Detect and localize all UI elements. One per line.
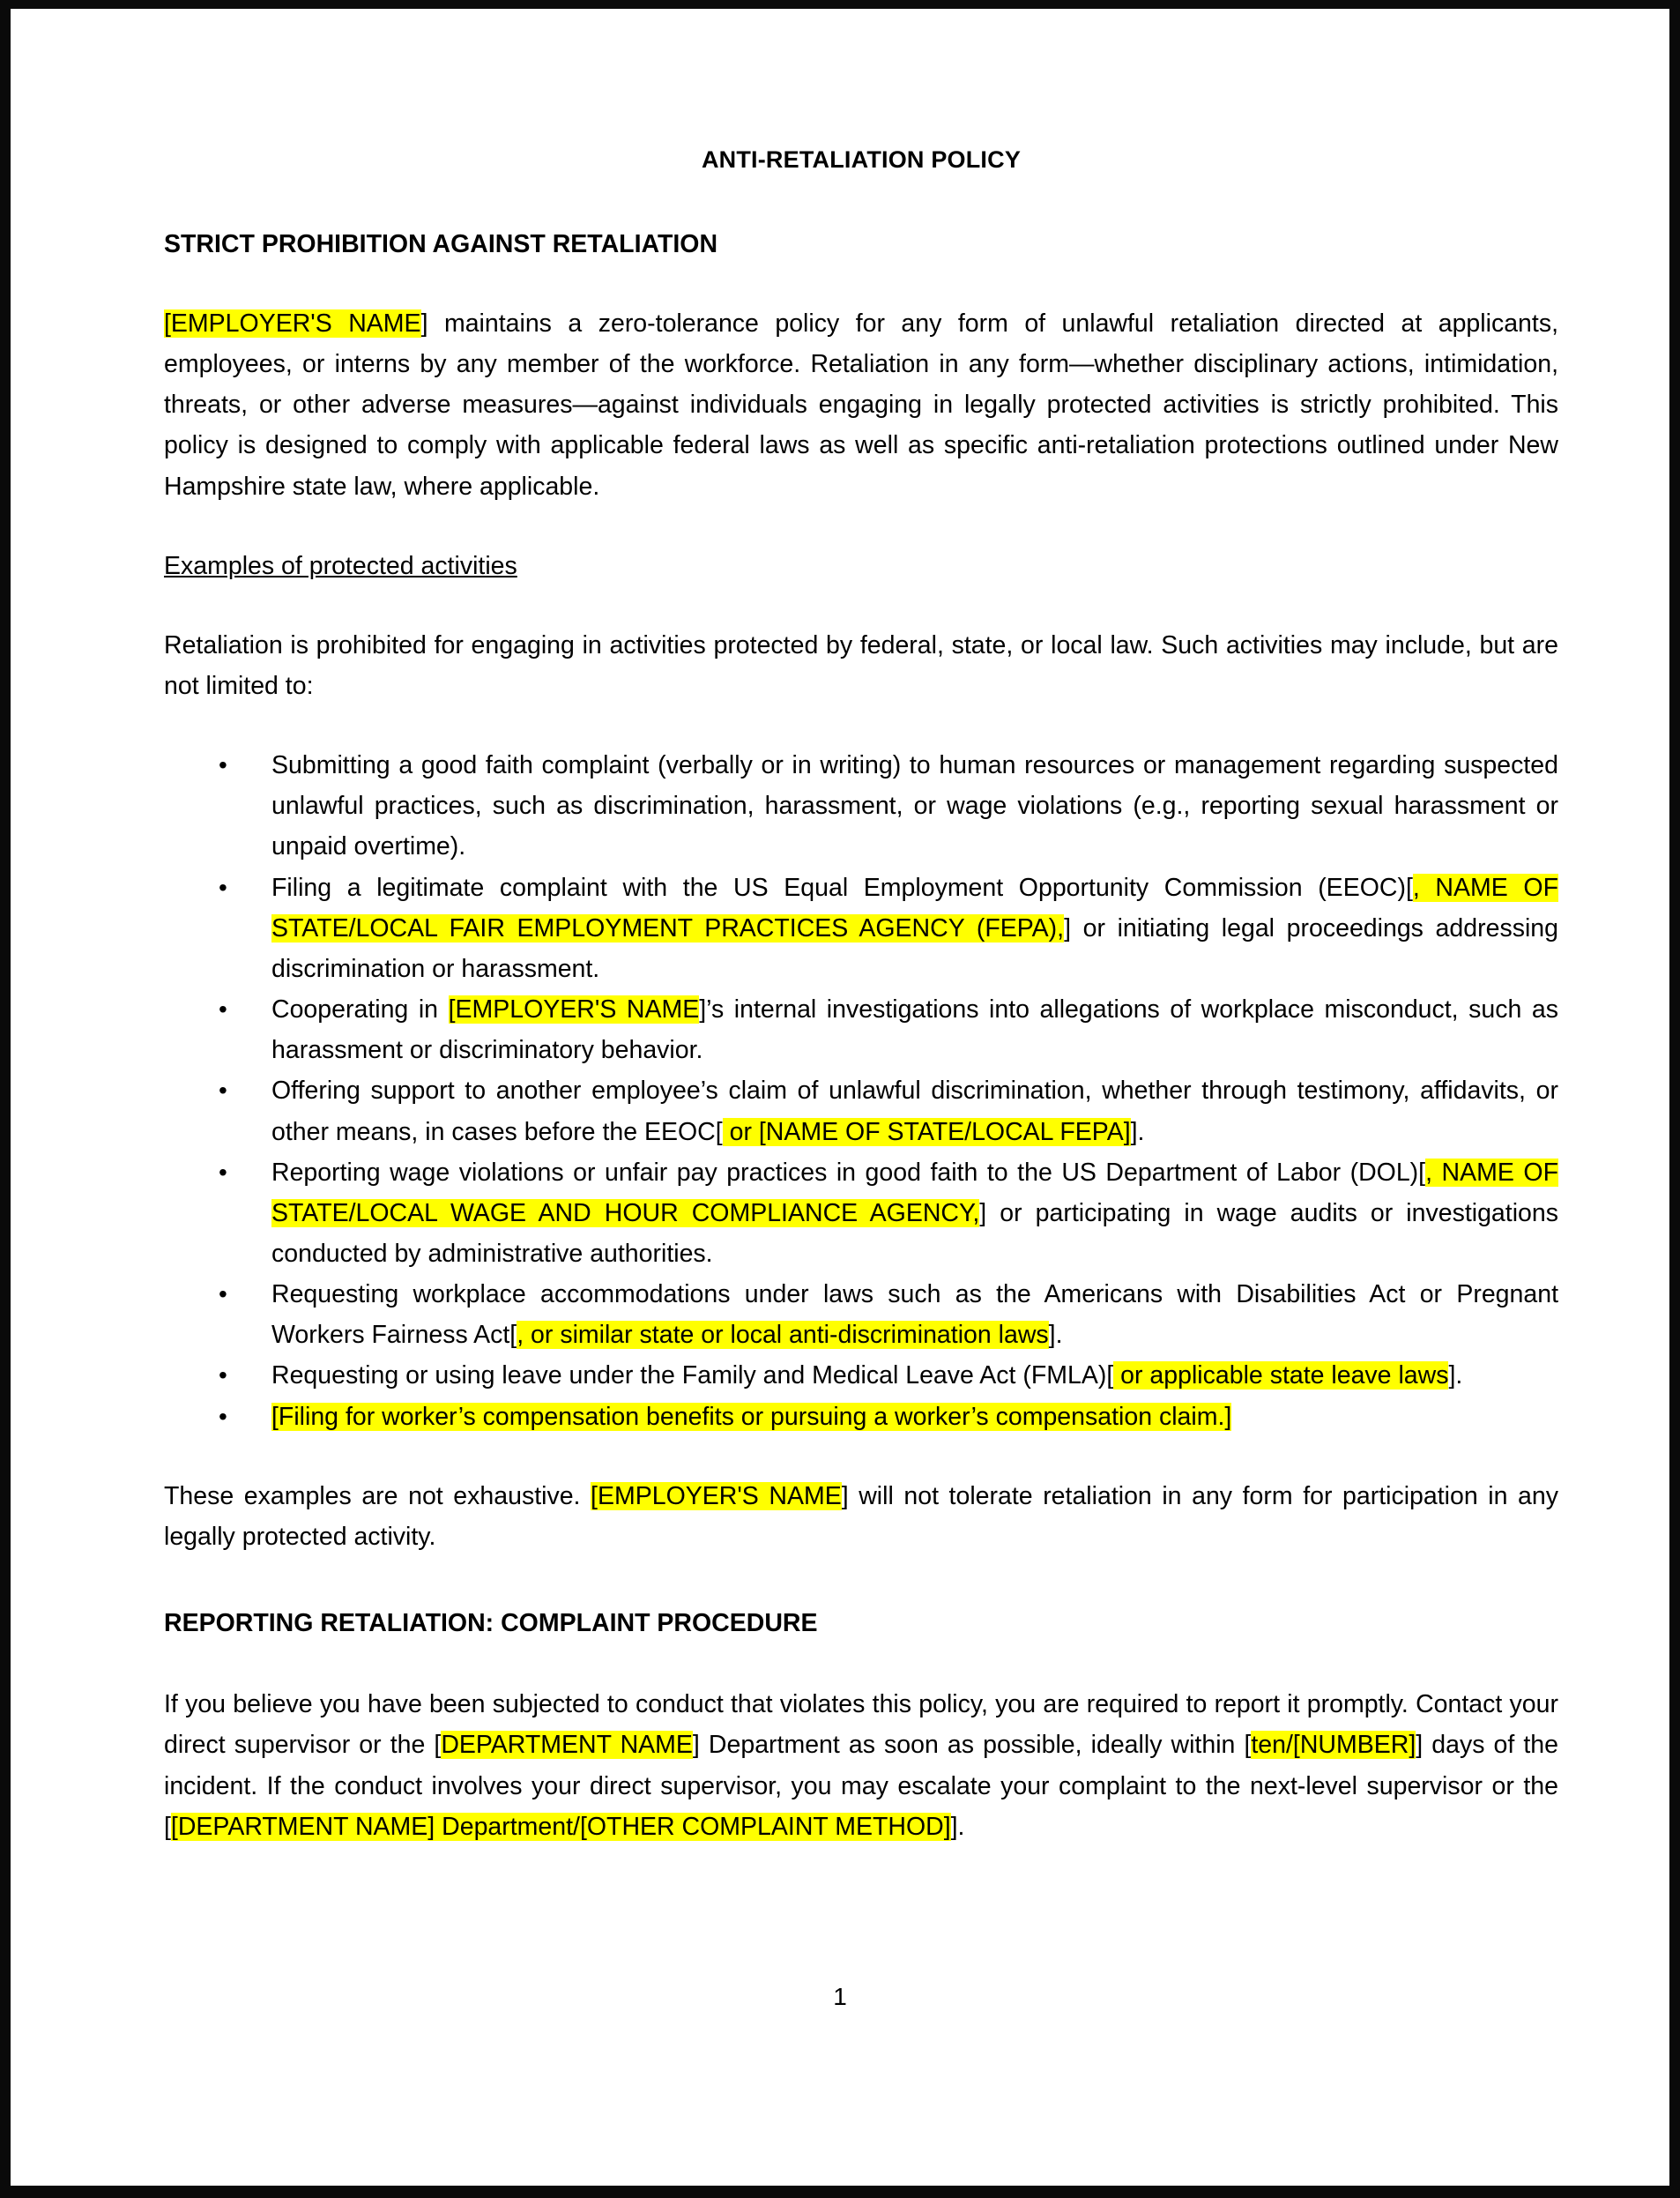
highlighted-placeholder: , NAME OF STATE/LOCAL FAIR EMPLOYMENT PRACTICES AGENCY (FEPA), bbox=[271, 873, 1558, 943]
heading-reporting-retaliation: REPORTING RETALIATION: COMPLAINT PROCEDURE bbox=[164, 1609, 818, 1638]
reporting-text: ] days of the incident. If the conduct involves your direct supervisor, you may escalate your complaint to the next-level supervisor or the [ bbox=[164, 1731, 1558, 1841]
bullet-cooperating-investigations bbox=[164, 989, 1558, 1070]
bullet-text: Submitting a good faith complaint (verbally or in writing) to human resources or management regarding suspected unlawful practices, such as discrimination, harassment, or wage violations (e.g., reporting sexual harassment or unpaid overtime). bbox=[271, 751, 1558, 861]
employer-name-placeholder: [EMPLOYER'S NAME bbox=[164, 309, 421, 338]
paragraph-prohibition bbox=[164, 303, 1558, 507]
document-body bbox=[11, 9, 1669, 1847]
bullet-wage-violations bbox=[164, 1152, 1558, 1274]
heading-strict-prohibition: STRICT PROHIBITION AGAINST RETALIATION bbox=[164, 229, 718, 258]
highlighted-placeholder: , or similar state or local anti-discrimination laws bbox=[517, 1321, 1049, 1350]
bullet-accommodations bbox=[164, 1274, 1558, 1355]
highlighted-placeholder: , NAME OF STATE/LOCAL WAGE AND HOUR COMPLIANCE AGENCY, bbox=[271, 1158, 1558, 1227]
bullet-text: Reporting wage violations or unfair pay practices in good faith to the US Department of Labor (DOL)[ bbox=[271, 1158, 1426, 1187]
highlighted-placeholder: [Filing for worker’s compensation benefits or pursuing a worker’s compensation claim.] bbox=[271, 1402, 1232, 1431]
bullet-workers-comp bbox=[164, 1397, 1558, 1437]
highlighted-placeholder: [EMPLOYER'S NAME bbox=[448, 995, 700, 1024]
bullet-text: Offering support to another employee’s claim of unlawful discrimination, whether through testimony, affidavits, or other means, in cases before the EEOC[ bbox=[271, 1077, 1558, 1146]
bullet-text: ] or participating in wage audits or investigations conducted by administrative authorities. bbox=[271, 1198, 1558, 1269]
highlighted-placeholder: DEPARTMENT NAME bbox=[441, 1731, 693, 1760]
highlighted-placeholder: or [NAME OF STATE/LOCAL FEPA] bbox=[722, 1117, 1131, 1146]
bullet-text: Cooperating in bbox=[271, 995, 449, 1024]
employer-name-placeholder-closing: [EMPLOYER'S NAME bbox=[591, 1481, 842, 1510]
bullet-text: ]. bbox=[1048, 1321, 1063, 1350]
bullet-eeoc-filing bbox=[164, 868, 1558, 989]
subheading-examples-of-protected-activities: Examples of protected activities bbox=[164, 551, 517, 580]
reporting-text: ]. bbox=[950, 1812, 965, 1841]
protected-activities-list bbox=[164, 745, 1558, 1437]
reporting-text: If you believe you have been subjected to conduct that violates this policy, you are required to report it promptly. Contact your direct supervisor or the [ bbox=[164, 1690, 1558, 1760]
bullet-text: ]. bbox=[1448, 1361, 1463, 1390]
bullet-text: Requesting workplace accommodations under laws such as the Americans with Disabilities Act or Pregnant Workers Fairness Act[ bbox=[271, 1280, 1558, 1350]
closing-text-before: These examples are not exhaustive. bbox=[164, 1481, 591, 1510]
bullet-fmla-leave bbox=[164, 1355, 1558, 1396]
bullet-text: ] or initiating legal proceedings addressing discrimination or harassment. bbox=[271, 913, 1558, 983]
page-number: 1 bbox=[833, 1983, 847, 2010]
paragraph-reporting-procedure bbox=[164, 1684, 1558, 1847]
highlighted-placeholder: or applicable state leave laws bbox=[1113, 1361, 1449, 1390]
document-page bbox=[11, 9, 1669, 2186]
bullet-text: Requesting or using leave under the Family and Medical Leave Act (FMLA)[ bbox=[271, 1361, 1114, 1390]
paragraph-examples-closing bbox=[164, 1476, 1558, 1557]
bullet-offering-support bbox=[164, 1070, 1558, 1151]
bullet-text: ]. bbox=[1130, 1117, 1145, 1146]
highlighted-placeholder: ten/[NUMBER] bbox=[1251, 1731, 1416, 1760]
closing-text-after: ] will not tolerate retaliation in any form for participation in any legally protected activity. bbox=[164, 1481, 1558, 1551]
bullet-text: Filing a legitimate complaint with the US Equal Employment Opportunity Commission (EEOC)[ bbox=[271, 873, 1413, 902]
page-title: ANTI-RETALIATION POLICY bbox=[701, 146, 1022, 173]
prohibition-body-text: maintains a zero-tolerance policy for any form of unlawful retaliation directed at applicants, employees, or interns by any member of the workforce. Retaliation in any form—whether disciplinary actions, intimidation, threats, or other adverse measures—against individuals engaging in legally protected activities is strictly prohibited. This policy is designed to comply with applicable federal laws as well as specific anti-retaliation protections outlined under New Hampshire state law, where applicable. bbox=[164, 309, 1558, 501]
highlighted-placeholder: [DEPARTMENT NAME] Department/[OTHER COMPLAINT METHOD] bbox=[170, 1812, 951, 1841]
paragraph-examples-intro: Retaliation is prohibited for engaging in activities protected by federal, state, or local law. Such activities may include, but are not limited to: bbox=[164, 630, 1558, 700]
employer-name-close-bracket: ] bbox=[420, 309, 428, 338]
reporting-text: ] Department as soon as possible, ideally within [ bbox=[692, 1731, 1252, 1760]
bullet-text: ]’s internal investigations into allegations of workplace misconduct, such as harassment or discriminatory behavior. bbox=[271, 995, 1559, 1065]
bullet-complaint-hr bbox=[164, 745, 1558, 867]
